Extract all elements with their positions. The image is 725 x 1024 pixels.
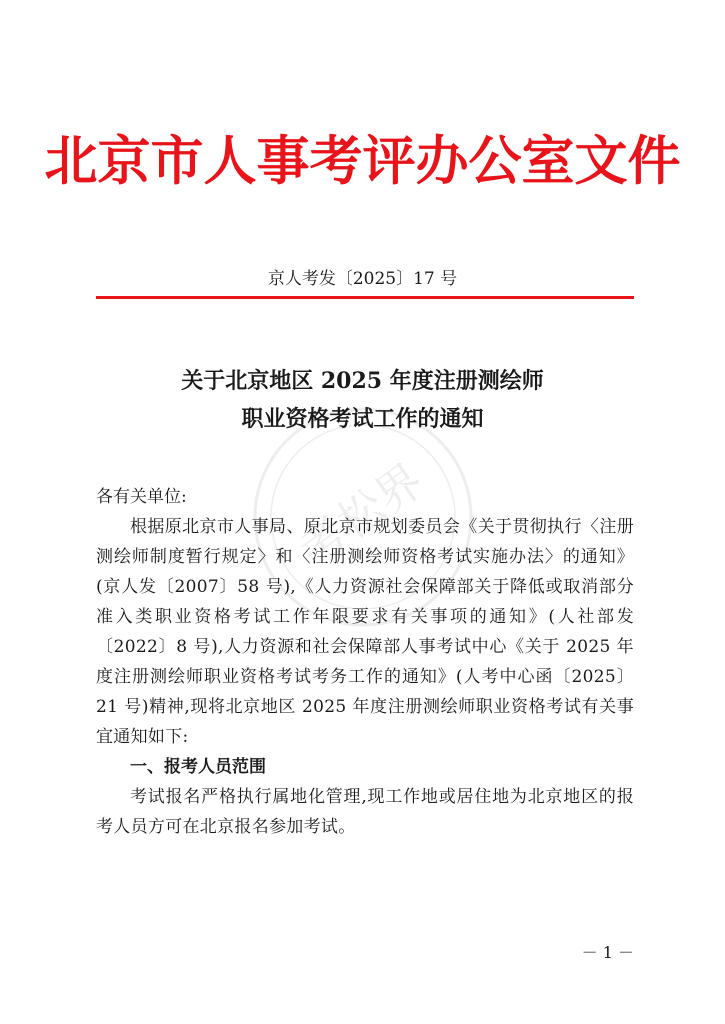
intro-paragraph: 根据原北京市人事局、原北京市规划委员会《关于贯彻执行〈注册测绘师制度暂行规定〉和〈注册测绘师资格考试实施办法〉的通知》(京人发〔2007〕58 号),《人力资源社会保障部关于降低或取消部分准入类职业资格考试工作年限要求有关事项的通知》(人社部发〔2022〕8 号),人力资源和社会保障部人事考试中心《关于 2025 年度注册测绘师职业资格考试考务工作的通知》(人考中心函〔2025〕21 号)精神,现将北京地区 2025 年度注册测绘师职业资格考试有关事宜通知如下: — [96, 517, 634, 747]
issuer-title: 北京市人事考评办公室文件 — [44, 130, 681, 192]
section-1-paragraph: 考试报名严格执行属地化管理,现工作地或居住地为北京地区的报考人员方可在北京报名参加考试。 — [96, 787, 634, 837]
notice-title-line-1: 关于北京地区 2025 年度注册测绘师 — [181, 368, 544, 394]
red-divider-line — [96, 296, 634, 299]
notice-body — [96, 482, 634, 842]
watermark-text: 考松界 — [289, 452, 434, 577]
salutation: 各有关单位: — [96, 487, 187, 507]
document-number: 京人考发〔2025〕17 号 — [267, 269, 458, 289]
section-1-heading: 一、报考人员范围 — [130, 757, 266, 777]
notice-title-line-2: 职业资格考试工作的通知 — [241, 406, 484, 432]
page-number: － 1 － — [581, 943, 634, 962]
notice-title — [0, 362, 725, 438]
